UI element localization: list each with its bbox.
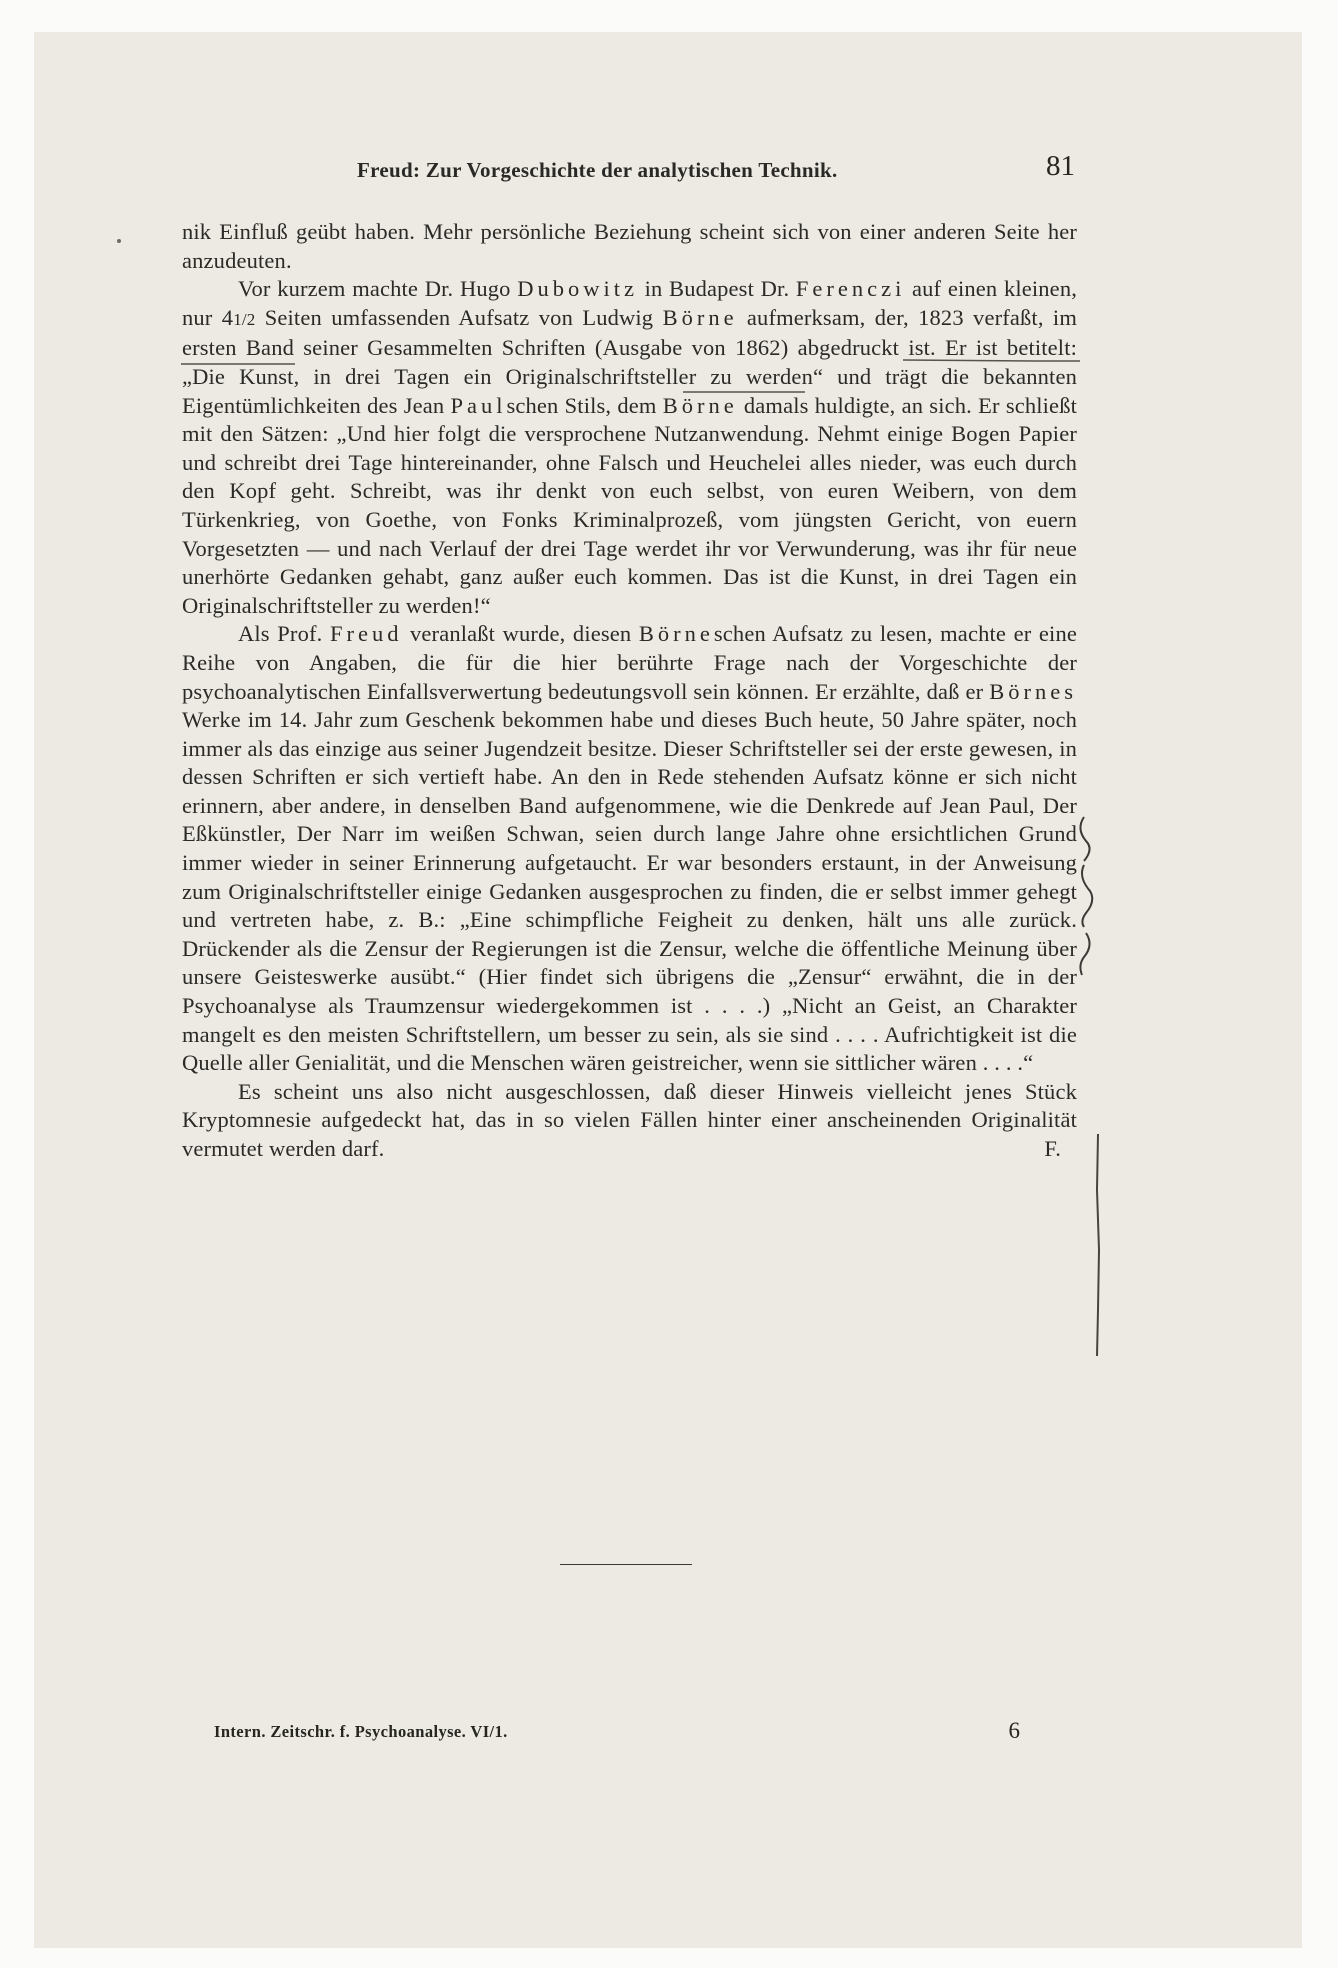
text-run: aufmerksam, der, 1823 verfaßt, im ersten Band seiner Gesammelten Schriften (Ausgabe von 1862) abgedruckt ist. Er ist betitelt: „Die Kunst, in drei Tagen ein Originalschriftsteller zu werden“ und trägt die bekannten Eigentümlichkeiten des Jean <box>182 304 1077 418</box>
page-number: 81 <box>1046 150 1075 182</box>
spaced-name: Dubowitz <box>517 276 638 302</box>
spaced-name: Paul <box>450 392 507 418</box>
paragraph-2 <box>182 275 1077 620</box>
text-run: Seiten umfassenden Aufsatz von Ludwig <box>255 304 663 330</box>
spaced-name: Börnes <box>989 678 1077 704</box>
page-header <box>182 152 1077 192</box>
spaced-name: Freud <box>329 621 403 647</box>
paragraph-1-text: nik Einfluß geübt haben. Mehr persönliche Beziehung scheint sich von einer anderen Seite her anzudeuten. <box>182 219 1077 273</box>
text-run: Als Prof. <box>238 621 330 647</box>
journal-signature: Intern. Zeitschr. f. Psychoanalyse. VI/1. <box>214 1722 508 1741</box>
fraction: 1/2 <box>233 309 256 329</box>
text-run: schen Aufsatz zu lesen, machte er eine Reihe von Angaben, die für die hier berührte Frage nach der Vorgeschichte der psychoanalytischen Einfallsverwertung bedeutungsvoll sein können. Er erzählte, daß er <box>182 621 1077 704</box>
spaced-name: Börne <box>638 621 714 647</box>
text-run: schen Stils, dem <box>506 392 663 418</box>
text-run: Es scheint uns also nicht ausgeschlossen, daß dieser Hinweis vielleicht jenes Stück Kryptomnesie aufgedeckt hat, das in so vielen Fällen hinter einer anscheinenden Originalität vermutet werden darf. <box>182 1078 1077 1161</box>
spaced-name: Börne <box>662 392 738 418</box>
pencil-sideline-mark <box>1090 1130 1106 1360</box>
text-run: Werke im 14. Jahr zum Geschenk bekommen habe und dieses Buch heute, 50 Jahre später, noch immer als das einzige aus seiner Jugendzeit besitze. Dieser Schriftsteller sei der erste gewesen, in dessen Schriften er sich vertieft habe. An den in Rede stehenden Aufsatz könne er sich nicht erinnern, aber andere, in denselben Band aufgenommene, wie die Denkrede auf Jean Paul, Der Eßkünstler, Der Narr im weißen Schwan, seien durch lange Jahre ohne ersichtlichen Grund immer wieder in seiner Erinnerung aufgetaucht. Er war besonders erstaunt, in der Anweisung zum Originalschriftsteller einige Gedanken ausgesprochen zu finden, die er selbst immer gehegt und vertreten habe, z. B.: „Eine schimpfliche Feigheit zu denken, hält uns alle zurück. Drückender als die Zensur der Regierungen ist die Zensur, welche die öffentliche Meinung über unsere Geisteswerke ausübt.“ (Hier findet sich übrigens die „Zensur“ erwähnt, die in der Psychoanalyse als Traumzensur wiedergekommen ist . . . .) „Nicht an Geist, an Charakter mangelt es den meisten Schriftstellern, um besser zu sein, als sie sind . . . . Aufrichtigkeit ist die Quelle aller Genialität, und die Menschen wären geistreicher, wenn sie sittlicher wären . . . .“ <box>182 707 1077 1076</box>
sheet-number: 6 <box>1008 1718 1020 1743</box>
spaced-name: Börne <box>662 304 738 330</box>
text-run: veranlaßt wurde, diesen <box>402 621 639 647</box>
text-run: damals huldigte, an sich. Er schließt mit den Sätzen: „Und hier folgt die versprochene Nutzanwendung. Nehmt einige Bogen Papier und schreibt drei Tage hintereinander, ohne Falsch und Heuchelei alles nieder, was euch durch den Kopf geht. Schreibt, was ihr denkt von euch selbst, von euren Weibern, von dem Türkenkrieg, von Goethe, von Fonks Kriminalprozeß, vom jüngsten Gericht, von euern Vorgesetzten — und nach Verlauf der drei Tage werdet ihr vor Verwunderung, was ihr für neue unerhörte Gedanken gehabt, ganz außer euch kommen. Das ist die Kunst, in drei Tagen ein Originalschriftsteller zu werden!“ <box>182 392 1077 618</box>
margin-dot <box>114 236 124 246</box>
page-footer <box>214 1718 1020 1752</box>
text-run: auf einen kleinen, nur 4 <box>182 276 1077 330</box>
signature: F. <box>1044 1136 1061 1161</box>
end-rule <box>560 1564 692 1565</box>
text-run: Vor kurzem machte Dr. Hugo <box>238 276 518 302</box>
paragraph-4 <box>182 1078 1077 1164</box>
pencil-underline-mark <box>175 356 1155 396</box>
pencil-bracket-mark <box>1070 815 1100 985</box>
running-title: Freud: Zur Vorgeschichte der analytischen Technik. <box>357 158 838 182</box>
paragraph-1 <box>182 218 1077 275</box>
spaced-name: Ferenczi <box>795 276 906 302</box>
text-run: in Budapest Dr. <box>637 276 796 302</box>
paragraph-3 <box>182 620 1077 1078</box>
